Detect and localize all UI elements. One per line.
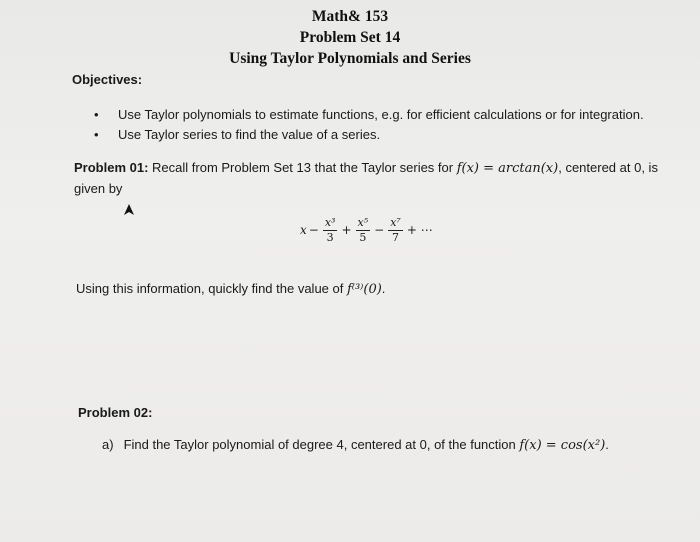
series-first-term: x: [300, 223, 307, 237]
problem-02-part-a: [102, 437, 609, 453]
problem-02-label: Problem 02:: [78, 405, 153, 420]
topic-title: Using Taylor Polynomials and Series: [229, 50, 471, 67]
problem-01-text-before: Recall from Problem Set 13 that the Taylor series for: [148, 160, 457, 175]
objective-item: [92, 125, 644, 145]
series-op: −: [374, 223, 385, 237]
arctan-function: f(x) = arctan(x): [456, 161, 559, 176]
cosine-function: f(x) = cos(x²): [519, 438, 606, 453]
bullet-icon: •: [94, 127, 99, 142]
title-block: [0, 6, 700, 69]
problem-set-title: Problem Set 14: [299, 29, 401, 46]
fraction-numerator: x⁷: [390, 215, 401, 229]
part-a-end: .: [605, 437, 609, 452]
course-title: Math& 153: [311, 8, 389, 25]
fraction-denominator: 7: [392, 230, 400, 244]
question-text: Using this information, quickly find the value of: [76, 281, 347, 296]
question-end: .: [381, 281, 386, 296]
problem-01-text-after: , centered at 0, is given by: [74, 160, 658, 196]
bullet-icon: •: [94, 107, 99, 122]
fraction-denominator: 3: [326, 230, 334, 244]
mouse-cursor-icon: [122, 203, 136, 217]
series-op: −: [308, 223, 319, 237]
objective-text: Use Taylor polynomials to estimate functions, e.g. for efficient calculations or for integration.: [118, 107, 644, 122]
problem-01-statement: [74, 158, 664, 199]
series-term-fraction: [356, 216, 371, 245]
arctan-taylor-series: [300, 210, 435, 250]
fraction-numerator: x⁵: [357, 215, 369, 229]
fraction-denominator: 5: [359, 230, 367, 244]
problem-01-label: Problem 01:: [74, 160, 149, 175]
objective-item: [92, 105, 644, 125]
part-a-letter: a): [102, 437, 114, 452]
problem-01-question: [76, 281, 385, 297]
fraction-numerator: x³: [324, 215, 336, 229]
third-derivative-expression: f⁽³⁾(0): [346, 282, 382, 297]
objectives-list: [92, 105, 644, 145]
series-tail: + ⋯: [406, 223, 433, 237]
objective-text: Use Taylor series to find the value of a series.: [118, 127, 381, 142]
series-op: +: [341, 223, 352, 237]
series-term-fraction: [323, 216, 338, 245]
objectives-heading: Objectives:: [72, 72, 143, 87]
part-a-text: Find the Taylor polynomial of degree 4, centered at 0, of the function: [123, 437, 520, 452]
series-term-fraction: [388, 216, 403, 245]
